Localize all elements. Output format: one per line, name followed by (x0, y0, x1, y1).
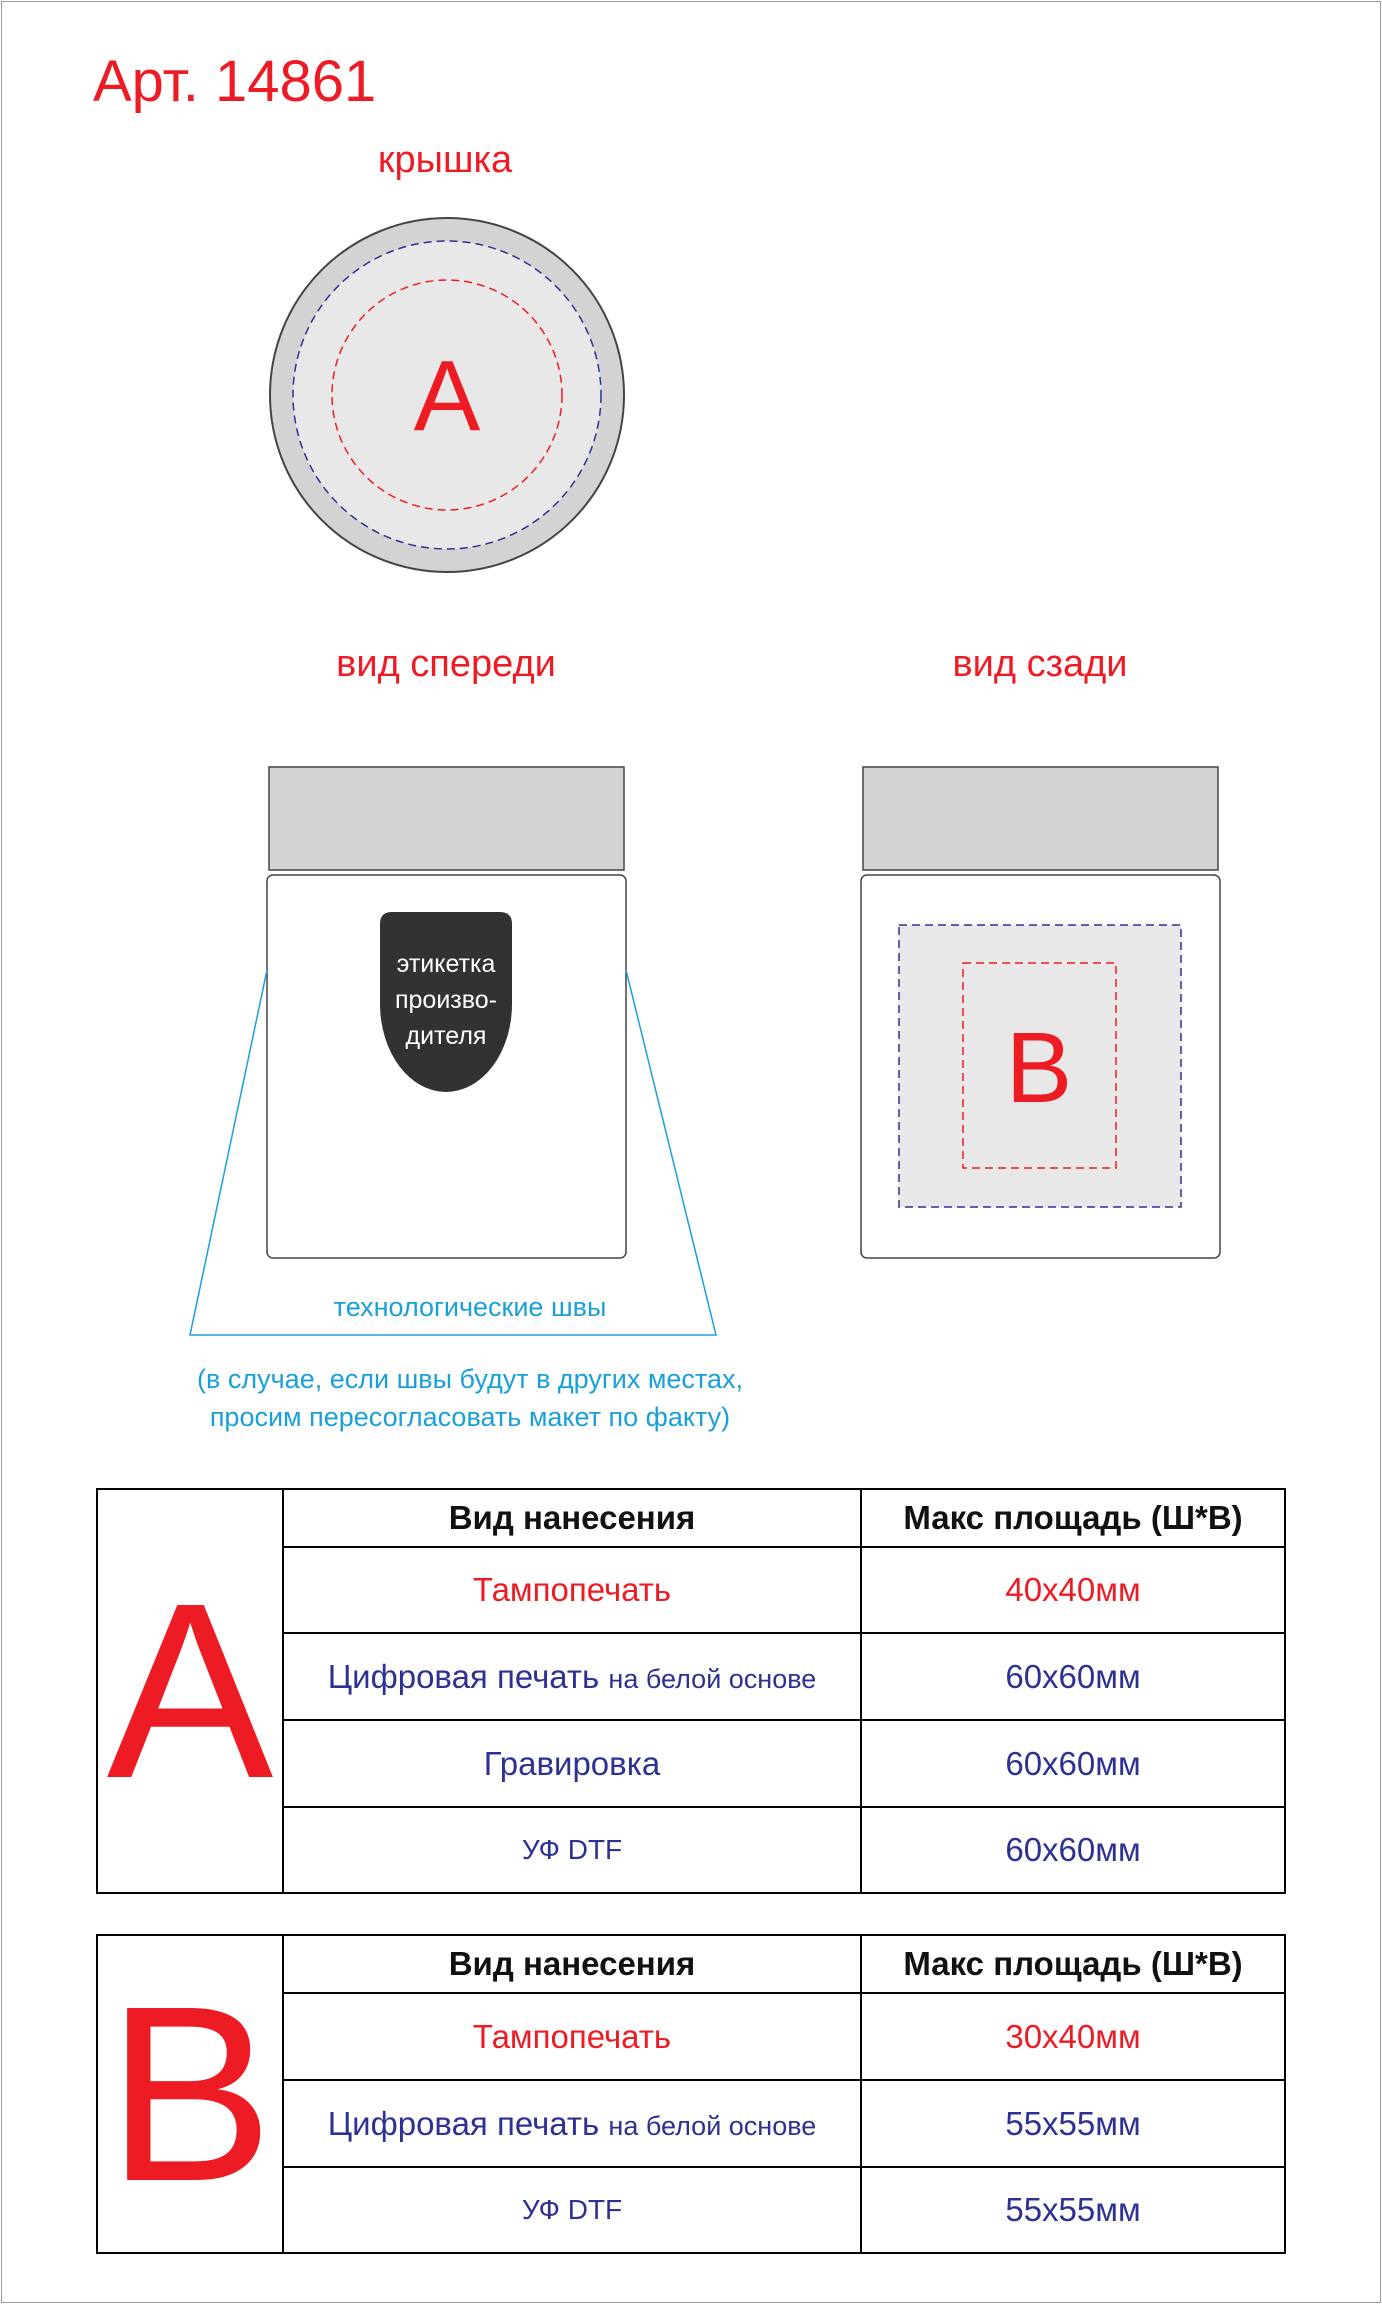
method-name: Гравировка (483, 1744, 661, 1782)
method-name: УФ DTF (521, 2194, 623, 2225)
method-name: Тампопечать (472, 2017, 672, 2055)
seams-note-line: просим пересогласовать макет по факту) (209, 1402, 731, 1432)
zone-b-letter: B (97, 1935, 283, 2253)
zone-b-table (96, 1934, 1286, 2254)
method-name: Цифровая печать (327, 1657, 600, 1695)
manufacturer-label-line: произво- (394, 986, 497, 1014)
method-cell (283, 1633, 861, 1720)
lid-caption: крышка (377, 139, 513, 181)
seams-caption: технологические швы (333, 1292, 607, 1322)
method-cell (283, 2167, 861, 2253)
back-cap (863, 767, 1218, 870)
back-zone-letter: B (1005, 1012, 1073, 1124)
method-cell (283, 1547, 861, 1633)
method-header: Вид нанесения (283, 1935, 861, 1993)
seams-note-line: (в случае, если швы будут в других местах, (197, 1364, 743, 1394)
back-view-drawing (861, 767, 1220, 1258)
size-cell: 60х60мм (861, 1633, 1285, 1720)
zone-a-letter: A (97, 1489, 283, 1893)
front-cap (269, 767, 624, 870)
method-name: Тампопечать (472, 1571, 672, 1608)
size-cell: 55х55мм (861, 2167, 1285, 2253)
method-cell (283, 1993, 861, 2080)
method-name: УФ DTF (521, 1834, 623, 1865)
size-cell: 60х60мм (861, 1807, 1285, 1893)
back-view-caption: вид сзади (952, 643, 1128, 685)
method-name: Цифровая печать (327, 2104, 600, 2142)
lid-zone-letter: A (413, 340, 481, 452)
method-note: на белой основе (608, 2110, 817, 2141)
lid-drawing (270, 218, 624, 572)
method-header: Вид нанесения (283, 1489, 861, 1547)
method-cell (283, 2080, 861, 2167)
front-view-caption: вид спереди (336, 643, 556, 685)
size-cell: 30х40мм (861, 1993, 1285, 2080)
seams-note (140, 1360, 800, 1436)
max-area-header: Макс площадь (Ш*В) (861, 1935, 1285, 1993)
max-area-header: Макс площадь (Ш*В) (861, 1489, 1285, 1547)
article-title: Арт. 14861 (93, 49, 377, 114)
zone-a-table (96, 1488, 1286, 1894)
size-cell: 40х40мм (861, 1547, 1285, 1633)
manufacturer-label-line: этикетка (396, 950, 496, 978)
manufacturer-label (380, 912, 512, 1094)
method-note: на белой основе (608, 1663, 817, 1694)
manufacturer-label-line: дителя (405, 1022, 487, 1050)
size-cell: 55х55мм (861, 2080, 1285, 2167)
method-cell (283, 1807, 861, 1893)
method-cell (283, 1720, 861, 1807)
size-cell: 60х60мм (861, 1720, 1285, 1807)
